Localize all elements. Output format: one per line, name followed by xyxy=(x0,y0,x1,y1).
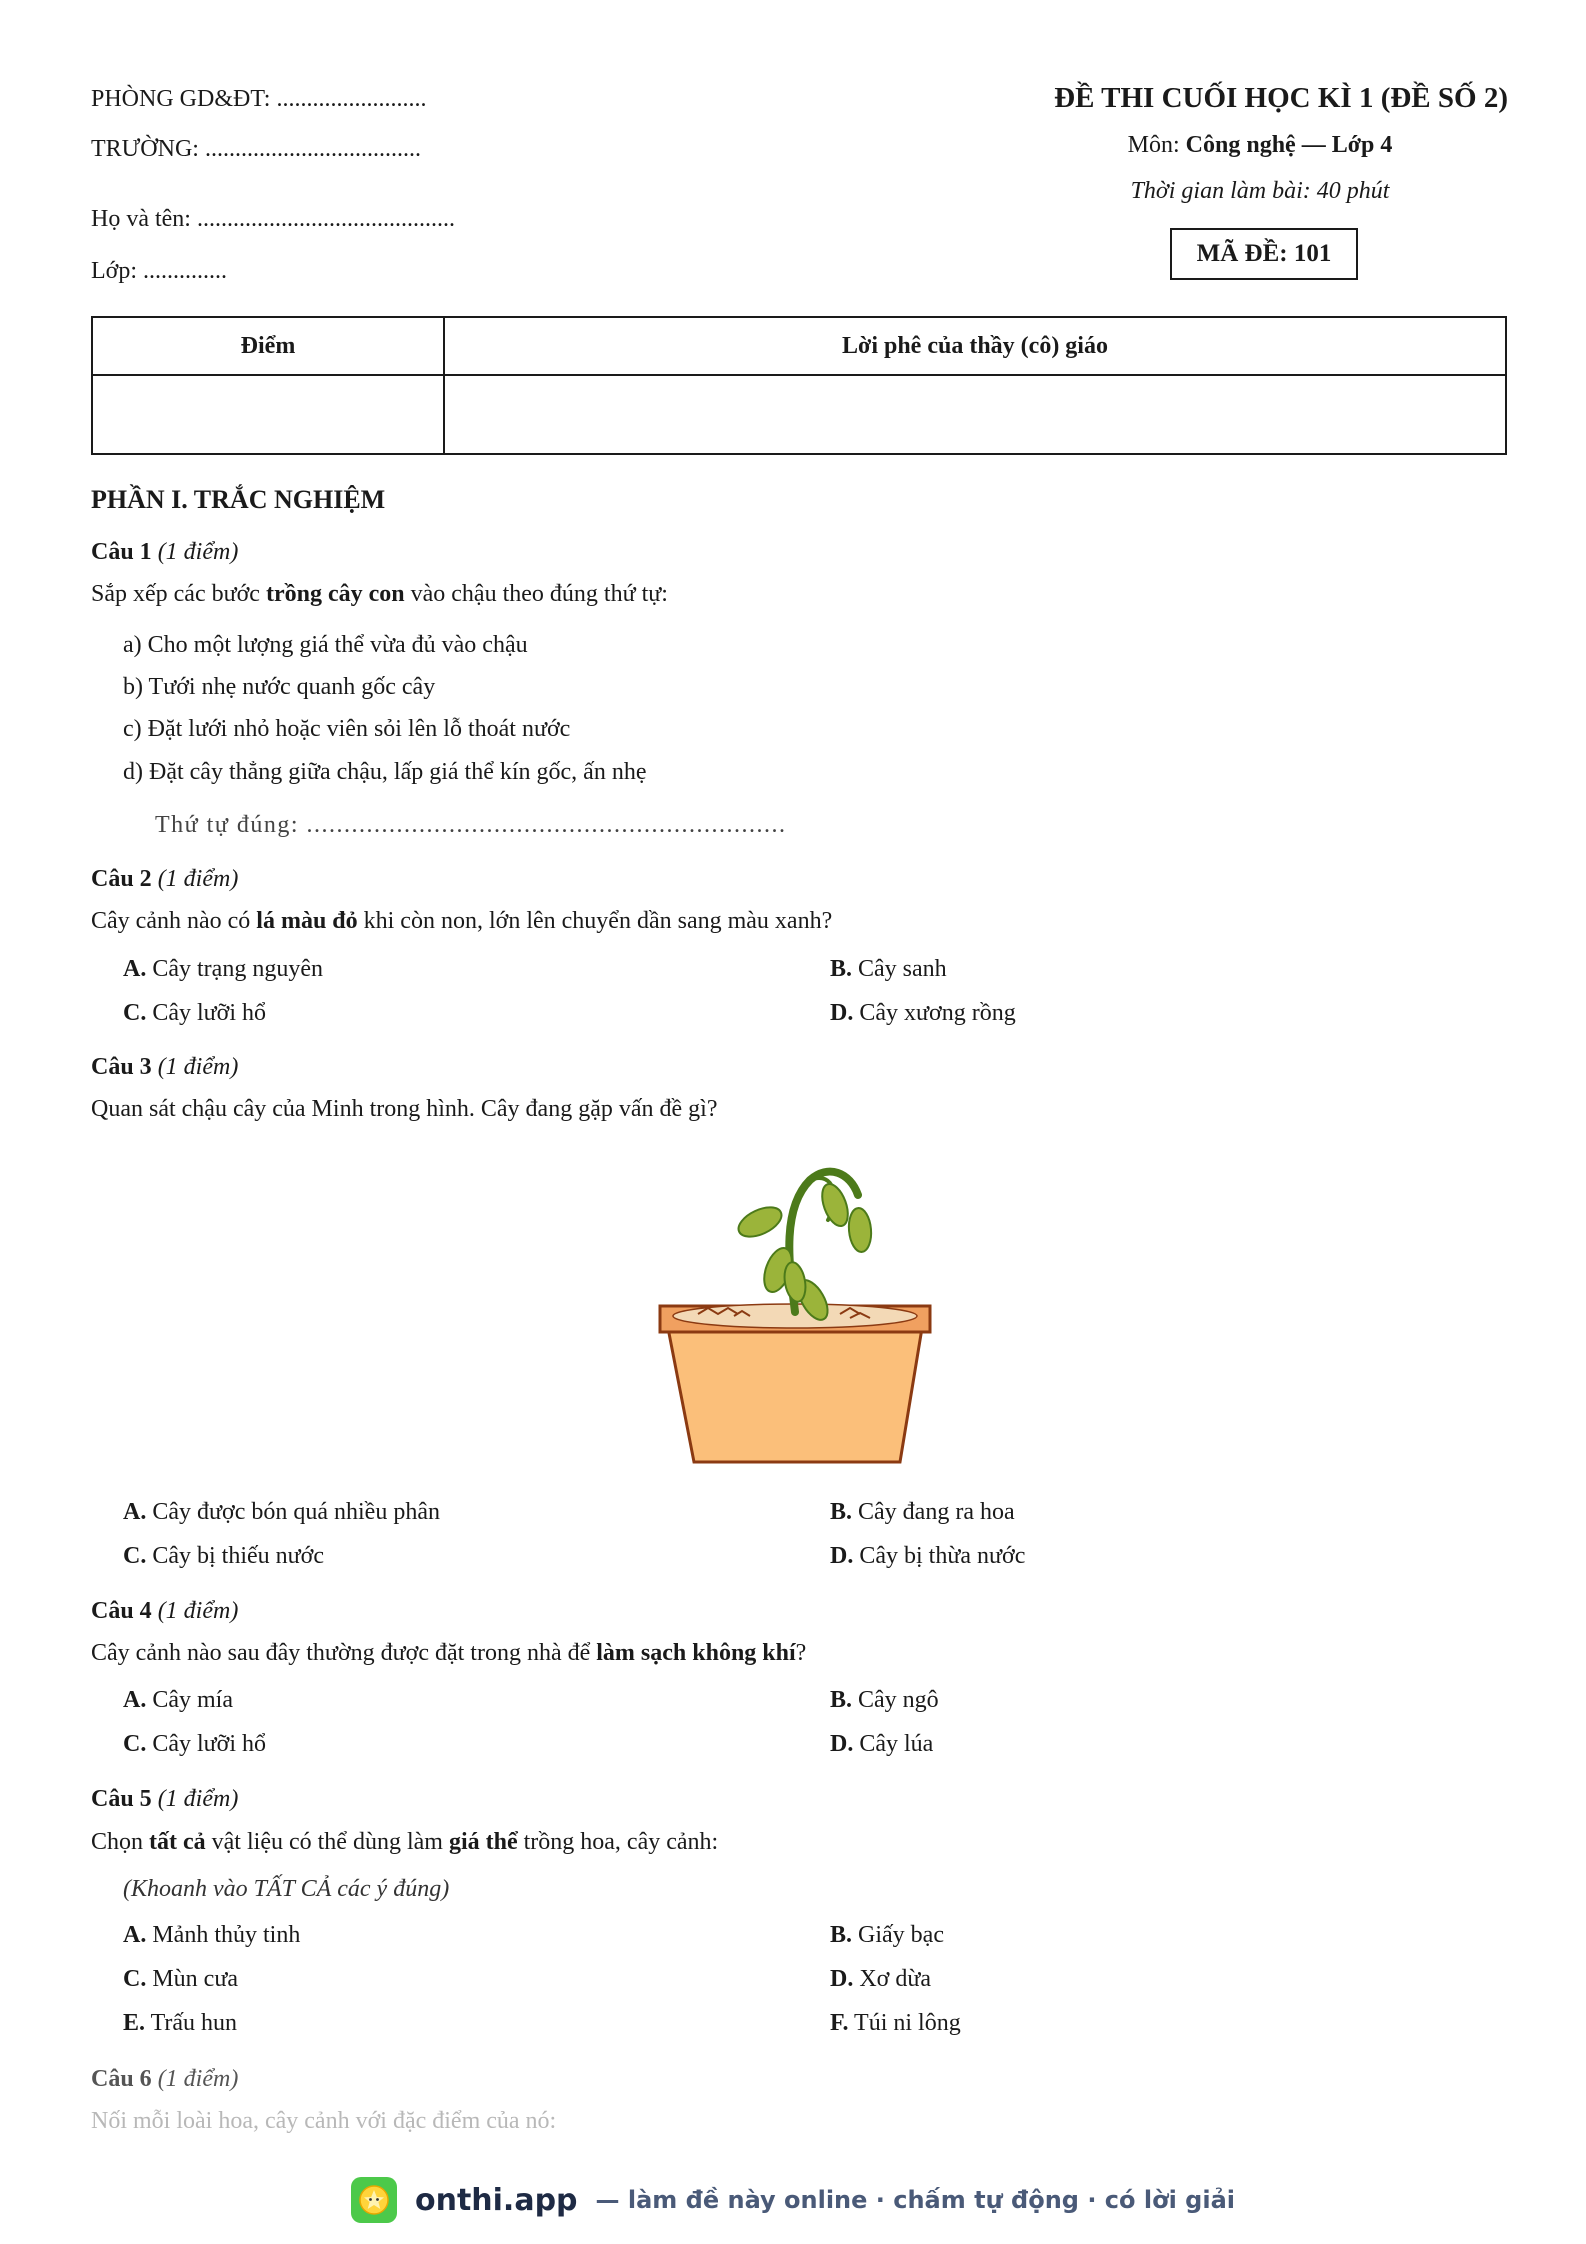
exam-title: ĐỀ THI CUỐI HỌC KÌ 1 (ĐỀ SỐ 2) xyxy=(1054,82,1508,114)
dept-line: PHÒNG GD&ĐT: ......................... xyxy=(91,86,427,112)
q4-label: Câu 4 xyxy=(91,1598,152,1624)
school-line: TRƯỜNG: .................................... xyxy=(91,136,421,162)
q4-text-c: ? xyxy=(795,1640,807,1666)
q3-option-c[interactable] xyxy=(123,1543,324,1570)
q5-text-bold-2: giá thể xyxy=(448,1829,518,1855)
q2-option-a-text: Cây trạng nguyên xyxy=(152,956,323,982)
q2-text xyxy=(91,908,832,935)
brand-name: onthi.app xyxy=(414,2182,578,2218)
comment-header: Lời phê của thầy (cô) giáo xyxy=(444,317,1506,375)
q5-text xyxy=(91,1829,718,1856)
q6-label: Câu 6 xyxy=(91,2066,152,2092)
q3-option-a-text: Cây được bón quá nhiều phân xyxy=(152,1499,440,1525)
q2-option-b[interactable] xyxy=(830,956,947,983)
q3-text: Quan sát chậu cây của Minh trong hình. Cây đang gặp vấn đề gì? xyxy=(91,1096,718,1122)
q5-option-c[interactable] xyxy=(123,1966,238,1993)
q4-option-a-letter: A. xyxy=(123,1687,147,1713)
q1-label: Câu 1 xyxy=(91,539,152,565)
q2-option-d-text: Cây xương rồng xyxy=(859,1000,1016,1026)
q5-note: (Khoanh vào TẤT CẢ các ý đúng) xyxy=(123,1876,450,1902)
q5-text-a: Chọn xyxy=(91,1829,150,1855)
q4-option-a[interactable] xyxy=(123,1687,233,1714)
q4-option-a-text: Cây mía xyxy=(152,1687,233,1713)
wilting-plant-illustration xyxy=(650,1150,940,1470)
q3-option-d-text: Cây bị thừa nước xyxy=(859,1543,1026,1569)
q1-answer-line[interactable]: Thứ tự đúng: ................................................................ xyxy=(155,812,787,838)
q1-text xyxy=(91,581,668,608)
q2-text-a: Cây cảnh nào có xyxy=(91,908,257,934)
q2-option-c-letter: C. xyxy=(123,1000,147,1026)
q2-text-bold: lá màu đỏ xyxy=(256,908,358,934)
q3-option-a-letter: A. xyxy=(123,1499,147,1525)
leaf xyxy=(817,1181,853,1230)
q5-text-bold-1: tất cả xyxy=(149,1829,206,1855)
q3-option-c-text: Cây bị thiếu nước xyxy=(152,1543,325,1569)
q5-option-d-text: Xơ dừa xyxy=(859,1966,932,1992)
q2-option-a[interactable] xyxy=(123,956,323,983)
q4-option-d-text: Cây lúa xyxy=(859,1731,934,1757)
q2-points: (1 điểm) xyxy=(157,866,239,892)
subject-name: Công nghệ — Lớp 4 xyxy=(1185,132,1393,158)
q4-option-b-text: Cây ngô xyxy=(858,1687,939,1713)
q5-option-f-text: Túi ni lông xyxy=(854,2010,961,2036)
class-line: Lớp: .............. xyxy=(91,258,228,284)
q6-heading xyxy=(91,2066,238,2093)
q4-text-a: Cây cảnh nào sau đây thường được đặt trong nhà để xyxy=(91,1640,597,1666)
q4-option-b-letter: B. xyxy=(830,1687,853,1713)
q5-option-b[interactable] xyxy=(830,1922,944,1949)
q3-option-d[interactable] xyxy=(830,1543,1025,1570)
q5-option-f[interactable] xyxy=(830,2010,961,2037)
subject-prefix: Môn: xyxy=(1127,132,1186,158)
q2-option-c[interactable] xyxy=(123,1000,266,1027)
q1-item-c: c) Đặt lưới nhỏ hoặc viên sỏi lên lỗ thoát nước xyxy=(123,716,571,742)
q5-option-b-text: Giấy bạc xyxy=(858,1922,944,1948)
q2-option-d[interactable] xyxy=(830,1000,1016,1027)
q3-option-a[interactable] xyxy=(123,1499,440,1526)
score-header: Điểm xyxy=(92,317,444,375)
q5-text-e: trồng hoa, cây cảnh: xyxy=(517,1829,719,1855)
q3-option-b-letter: B. xyxy=(830,1499,853,1525)
q2-text-c: khi còn non, lớn lên chuyển dần sang màu xanh? xyxy=(357,908,833,934)
q4-option-c[interactable] xyxy=(123,1731,266,1758)
q4-points: (1 điểm) xyxy=(157,1598,239,1624)
score-cell[interactable] xyxy=(92,375,444,454)
q5-text-c: vật liệu có thể dùng làm xyxy=(205,1829,449,1855)
q1-text-a: Sắp xếp các bước xyxy=(91,581,266,607)
q2-option-a-letter: A. xyxy=(123,956,147,982)
comment-cell[interactable] xyxy=(444,375,1506,454)
q5-option-b-letter: B. xyxy=(830,1922,853,1948)
q2-label: Câu 2 xyxy=(91,866,152,892)
q5-label: Câu 5 xyxy=(91,1786,152,1812)
q2-option-d-letter: D. xyxy=(830,1000,854,1026)
leaf xyxy=(782,1261,809,1304)
q1-points: (1 điểm) xyxy=(157,539,239,565)
star-icon xyxy=(357,2183,391,2217)
q4-heading xyxy=(91,1598,238,1625)
q3-option-c-letter: C. xyxy=(123,1543,147,1569)
q5-option-e-letter: E. xyxy=(123,2010,146,2036)
q5-option-d[interactable] xyxy=(830,1966,931,1993)
subject-line xyxy=(1060,132,1460,159)
q1-heading xyxy=(91,539,238,566)
q1-text-bold: trồng cây con xyxy=(265,581,405,607)
q3-option-d-letter: D. xyxy=(830,1543,854,1569)
q4-option-d-letter: D. xyxy=(830,1731,854,1757)
q6-points: (1 điểm) xyxy=(157,2066,239,2092)
q6-text: Nối mỗi loài hoa, cây cảnh với đặc điểm của nó: xyxy=(91,2108,557,2134)
q1-item-a: a) Cho một lượng giá thể vừa đủ vào chậu xyxy=(123,632,528,658)
q5-option-a-text: Mảnh thủy tinh xyxy=(152,1922,301,1948)
q4-option-c-text: Cây lưỡi hổ xyxy=(152,1731,267,1757)
q3-heading xyxy=(91,1054,238,1081)
student-name-line: Họ và tên: ........................................... xyxy=(91,206,455,232)
q5-option-c-text: Mùn cưa xyxy=(152,1966,238,1992)
leaf xyxy=(734,1201,786,1242)
q5-option-e[interactable] xyxy=(123,2010,237,2037)
q4-text-bold: làm sạch không khí xyxy=(596,1640,796,1666)
q3-label: Câu 3 xyxy=(91,1054,152,1080)
q1-text-c: vào chậu theo đúng thứ tự: xyxy=(404,581,668,607)
q3-option-b-text: Cây đang ra hoa xyxy=(858,1499,1015,1525)
section-title: PHẦN I. TRẮC NGHIỆM xyxy=(91,485,386,514)
q2-option-b-letter: B. xyxy=(830,956,853,982)
q4-option-b[interactable] xyxy=(830,1687,939,1714)
q1-item-d: d) Đặt cây thẳng giữa chậu, lấp giá thể kín gốc, ấn nhẹ xyxy=(123,759,647,785)
brand-tagline: — làm đề này online · chấm tự động · có lời giải xyxy=(595,2186,1235,2214)
q5-option-d-letter: D. xyxy=(830,1966,854,1992)
q5-points: (1 điểm) xyxy=(157,1786,239,1812)
q2-option-c-text: Cây lưỡi hổ xyxy=(152,1000,267,1026)
time-line: Thời gian làm bài: 40 phút xyxy=(1130,178,1390,204)
q1-item-b: b) Tưới nhẹ nước quanh gốc cây xyxy=(123,674,436,700)
score-table xyxy=(91,316,1507,455)
q2-option-b-text: Cây sanh xyxy=(858,956,947,982)
leaf xyxy=(847,1207,873,1253)
q5-heading xyxy=(91,1786,238,1813)
onthi-logo-icon xyxy=(351,2177,397,2223)
q4-option-d[interactable] xyxy=(830,1731,933,1758)
q2-heading xyxy=(91,866,238,893)
q5-option-f-letter: F. xyxy=(830,2010,849,2036)
exam-code-box: MÃ ĐỀ: 101 xyxy=(1170,228,1358,280)
q4-option-c-letter: C. xyxy=(123,1731,147,1757)
q4-text xyxy=(91,1640,806,1667)
footer-banner[interactable] xyxy=(0,2170,1586,2230)
q5-option-e-text: Trấu hun xyxy=(150,2010,238,2036)
pot-body xyxy=(668,1328,922,1462)
q5-option-a[interactable] xyxy=(123,1922,300,1949)
q5-option-c-letter: C. xyxy=(123,1966,147,1992)
q3-option-b[interactable] xyxy=(830,1499,1015,1526)
q3-points: (1 điểm) xyxy=(157,1054,239,1080)
q5-option-a-letter: A. xyxy=(123,1922,147,1948)
